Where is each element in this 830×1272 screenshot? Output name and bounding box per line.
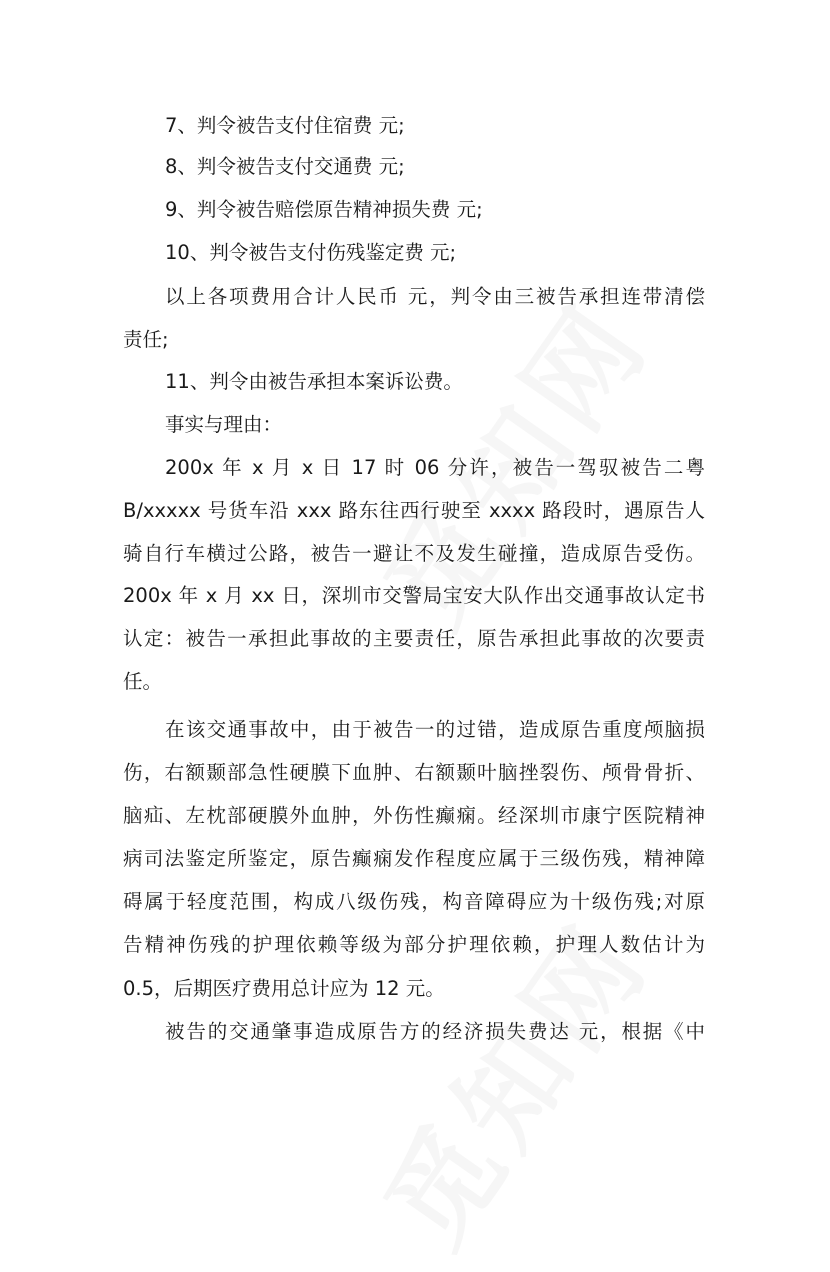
text-line: 事实与理由：	[165, 413, 283, 436]
text-line: 9、判令被告赔偿原告精神损失费 元;	[165, 198, 483, 221]
text-line: 伤，右额颞部急性硬膜下血肿、右额颞叶脑挫裂伤、颅骨骨折、	[123, 761, 705, 784]
text-line: 脑疝、左枕部硬膜外血肿，外伤性癫痫。经深圳市康宁医院精神	[123, 804, 705, 827]
text-line: 骑自行车横过公路，被告一避让不及发生碰撞，造成原告受伤。	[123, 542, 705, 565]
text-line: 200x 年 x 月 xx 日，深圳市交警局宝安大队作出交通事故认定书	[123, 584, 705, 607]
text-line: 责任;	[123, 328, 169, 351]
text-line: 200x 年 x 月 x 日 17 时 06 分许，被告一驾驭被告二粤	[165, 456, 705, 479]
text-line: 11、判令由被告承担本案诉讼费。	[165, 370, 463, 393]
text-line: 10、判令被告支付伤残鉴定费 元;	[165, 241, 457, 264]
text-line: 碍属于轻度范围，构成八级伤残，构音障碍应为十级伤残;对原	[123, 890, 705, 913]
text-line: 告精神伤残的护理依赖等级为部分护理依赖，护理人数估计为	[123, 933, 705, 956]
text-line: 病司法鉴定所鉴定，原告癫痫发作程度应属于三级伤残，精神障	[123, 847, 705, 870]
text-line: 0.5，后期医疗费用总计应为 12 元。	[123, 977, 445, 1000]
text-line: 8、判令被告支付交通费 元;	[165, 155, 405, 178]
text-line: 认定：被告一承担此事故的主要责任，原告承担此事故的次要责	[123, 627, 705, 650]
text-line: 在该交通事故中，由于被告一的过错，造成原告重度颅脑损	[165, 718, 705, 741]
text-line: 被告的交通肇事造成原告方的经济损失费达 元，根据《中	[165, 1020, 705, 1043]
text-line: 7、判令被告支付住宿费 元;	[165, 114, 405, 137]
text-line: 任。	[123, 670, 163, 693]
text-line: B/xxxxx 号货车沿 xxx 路东往西行驶至 xxxx 路段时，遇原告人	[123, 499, 705, 522]
text-line: 以上各项费用合计人民币 元，判令由三被告承担连带清偿	[165, 285, 705, 308]
